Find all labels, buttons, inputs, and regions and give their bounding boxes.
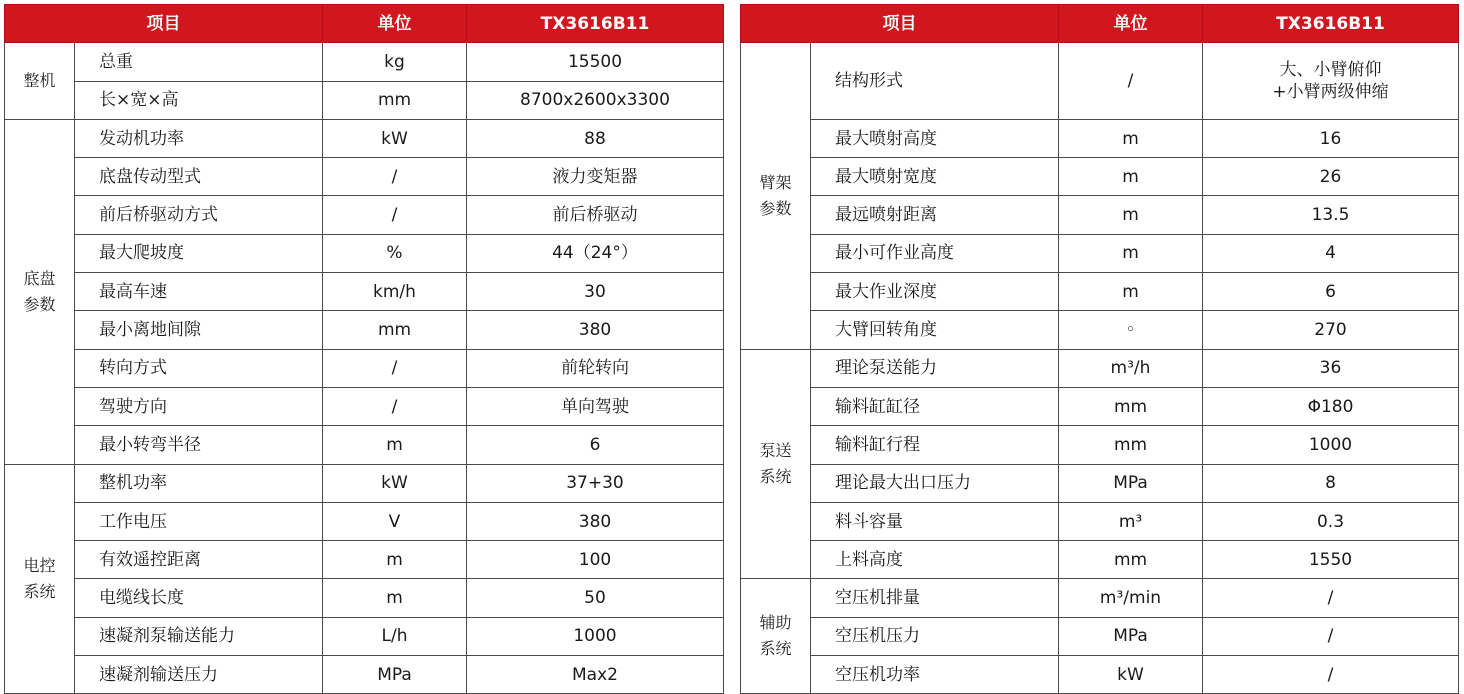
table-row <box>741 119 1459 157</box>
spec-value-cell: Max2 <box>467 656 724 694</box>
spec-unit-cell: / <box>323 158 467 196</box>
spec-unit-cell: m <box>323 579 467 617</box>
spec-value-cell: Φ180 <box>1203 387 1459 425</box>
spec-unit-cell: V <box>323 502 467 540</box>
table-row <box>741 617 1459 655</box>
spec-value-cell: 13.5 <box>1203 196 1459 234</box>
spec-value-cell: 37+30 <box>467 464 724 502</box>
spec-value-cell: 88 <box>467 119 724 157</box>
table-row <box>5 311 724 349</box>
header-unit: 单位 <box>1059 5 1203 43</box>
table-row <box>741 234 1459 272</box>
spec-item-cell: 输料缸行程 <box>811 426 1059 464</box>
table-row <box>741 387 1459 425</box>
table-row <box>741 541 1459 579</box>
table-row <box>5 234 724 272</box>
spec-item-cell: 总重 <box>75 43 323 81</box>
right-table-body <box>741 43 1459 694</box>
table-row <box>741 158 1459 196</box>
spec-unit-cell: mm <box>323 311 467 349</box>
right-spec-table <box>740 4 1459 694</box>
table-row <box>741 273 1459 311</box>
group-label <box>5 119 75 464</box>
spec-unit-cell: m³/min <box>1059 579 1203 617</box>
left-header-row <box>5 5 724 43</box>
table-row <box>5 502 724 540</box>
spec-unit-cell: mm <box>1059 426 1203 464</box>
table-row <box>5 387 724 425</box>
spec-unit-cell: m <box>1059 119 1203 157</box>
spec-item-cell: 料斗容量 <box>811 502 1059 540</box>
group-label-line: 电控 <box>23 555 56 575</box>
spec-item-cell: 最小转弯半径 <box>75 426 323 464</box>
spec-unit-cell: kg <box>323 43 467 81</box>
table-row <box>5 158 724 196</box>
group-label <box>5 464 75 694</box>
spec-value-cell: 前后桥驱动 <box>467 196 724 234</box>
spec-item-cell: 大臂回转角度 <box>811 311 1059 349</box>
spec-unit-cell: ◦ <box>1059 311 1203 349</box>
spec-unit-cell: kW <box>323 464 467 502</box>
header-item: 项目 <box>5 5 323 43</box>
spec-item-cell: 底盘传动型式 <box>75 158 323 196</box>
left-table-body <box>5 43 724 694</box>
spec-item-cell: 理论泵送能力 <box>811 349 1059 387</box>
spec-value-cell: 26 <box>1203 158 1459 196</box>
spec-item-cell: 最大爬坡度 <box>75 234 323 272</box>
spec-value-cell: 6 <box>1203 273 1459 311</box>
spec-value-cell: 270 <box>1203 311 1459 349</box>
table-row <box>741 656 1459 694</box>
table-row <box>741 349 1459 387</box>
table-row <box>741 426 1459 464</box>
group-label-line: 臂架 <box>759 172 792 192</box>
spec-unit-cell: m <box>1059 196 1203 234</box>
spec-item-cell: 电缆线长度 <box>75 579 323 617</box>
table-row <box>5 273 724 311</box>
group-label-line: 整机 <box>23 71 56 91</box>
spec-value-cell: 380 <box>467 311 724 349</box>
spec-value-cell: / <box>1203 617 1459 655</box>
spec-item-cell: 最大喷射高度 <box>811 119 1059 157</box>
spec-item-cell: 有效遥控距离 <box>75 541 323 579</box>
spec-value-cell: 0.3 <box>1203 502 1459 540</box>
spec-value-cell: 6 <box>467 426 724 464</box>
spec-value-cell: 30 <box>467 273 724 311</box>
spec-item-cell: 空压机压力 <box>811 617 1059 655</box>
spec-item-cell: 最大喷射宽度 <box>811 158 1059 196</box>
spec-value-cell: 100 <box>467 541 724 579</box>
spec-value-cell: 1000 <box>467 617 724 655</box>
table-row <box>5 541 724 579</box>
group-label <box>5 43 75 120</box>
spec-unit-cell: / <box>1059 43 1203 120</box>
spec-unit-cell: m <box>1059 158 1203 196</box>
group-label-line: 系统 <box>759 639 792 659</box>
spec-value-cell: 1000 <box>1203 426 1459 464</box>
spec-item-cell: 最高车速 <box>75 273 323 311</box>
group-label <box>741 579 811 694</box>
spec-unit-cell: mm <box>323 81 467 119</box>
spec-item-cell: 空压机功率 <box>811 656 1059 694</box>
table-row <box>741 311 1459 349</box>
table-row <box>5 656 724 694</box>
spec-unit-cell: MPa <box>1059 617 1203 655</box>
header-item: 项目 <box>741 5 1059 43</box>
spec-item-cell: 最远喷射距离 <box>811 196 1059 234</box>
spec-value-line: 大、小臂俯仰 <box>1279 60 1382 81</box>
spec-value-cell: 液力变矩器 <box>467 158 724 196</box>
table-row <box>741 196 1459 234</box>
spec-item-cell: 结构形式 <box>811 43 1059 120</box>
spec-value-cell: 8700x2600x3300 <box>467 81 724 119</box>
spec-value-cell: 8 <box>1203 464 1459 502</box>
group-label-line: 参数 <box>23 294 56 314</box>
spec-value-cell: 36 <box>1203 349 1459 387</box>
spec-unit-cell: km/h <box>323 273 467 311</box>
group-label-line: 参数 <box>759 198 792 218</box>
group-label-line: 系统 <box>759 467 792 487</box>
spec-item-cell: 理论最大出口压力 <box>811 464 1059 502</box>
table-row <box>741 43 1459 120</box>
group-label-line: 辅助 <box>759 613 792 633</box>
group-label <box>741 43 811 349</box>
spec-unit-cell: kW <box>323 119 467 157</box>
table-row <box>741 502 1459 540</box>
spec-item-cell: 发动机功率 <box>75 119 323 157</box>
spec-item-cell: 工作电压 <box>75 502 323 540</box>
spec-item-cell: 最大作业深度 <box>811 273 1059 311</box>
left-spec-table <box>4 4 724 694</box>
table-row <box>5 349 724 387</box>
spec-unit-cell: m³ <box>1059 502 1203 540</box>
header-unit: 单位 <box>323 5 467 43</box>
spec-value-cell: 单向驾驶 <box>467 387 724 425</box>
spec-value-cell: 1550 <box>1203 541 1459 579</box>
spec-unit-cell: L/h <box>323 617 467 655</box>
spec-item-cell: 空压机排量 <box>811 579 1059 617</box>
table-row <box>5 617 724 655</box>
table-row <box>5 119 724 157</box>
spec-value-cell: 50 <box>467 579 724 617</box>
header-model: TX3616B11 <box>467 5 724 43</box>
spec-unit-cell: / <box>323 196 467 234</box>
spec-item-cell: 速凝剂泵输送能力 <box>75 617 323 655</box>
spec-unit-cell: % <box>323 234 467 272</box>
group-label-line: 泵送 <box>759 441 792 461</box>
group-label-line: 底盘 <box>23 268 56 288</box>
spec-value-line: +小臂两级伸缩 <box>1272 82 1389 103</box>
spec-unit-cell: / <box>323 349 467 387</box>
spec-item-cell: 驾驶方向 <box>75 387 323 425</box>
spec-unit-cell: m³/h <box>1059 349 1203 387</box>
spec-unit-cell: mm <box>1059 541 1203 579</box>
spec-item-cell: 最小离地间隙 <box>75 311 323 349</box>
spec-item-cell: 转向方式 <box>75 349 323 387</box>
group-label <box>741 349 811 579</box>
spec-value-cell: 16 <box>1203 119 1459 157</box>
spec-item-cell: 上料高度 <box>811 541 1059 579</box>
table-row <box>5 426 724 464</box>
spec-item-cell: 整机功率 <box>75 464 323 502</box>
spec-unit-cell: MPa <box>1059 464 1203 502</box>
spec-value-cell: 44（24°） <box>467 234 724 272</box>
header-model: TX3616B11 <box>1203 5 1459 43</box>
spec-unit-cell: m <box>1059 234 1203 272</box>
table-row <box>5 464 724 502</box>
table-row <box>741 579 1459 617</box>
spec-unit-cell: / <box>323 387 467 425</box>
spec-unit-cell: m <box>1059 273 1203 311</box>
spec-unit-cell: MPa <box>323 656 467 694</box>
table-row <box>5 196 724 234</box>
spec-item-cell: 前后桥驱动方式 <box>75 196 323 234</box>
spec-item-cell: 速凝剂输送压力 <box>75 656 323 694</box>
spec-value-cell: 前轮转向 <box>467 349 724 387</box>
spec-value-cell: / <box>1203 579 1459 617</box>
table-row <box>5 43 724 81</box>
spec-value-cell: 4 <box>1203 234 1459 272</box>
spec-value-cell <box>1203 43 1459 120</box>
table-row <box>5 81 724 119</box>
spec-unit-cell: m <box>323 426 467 464</box>
table-row <box>741 464 1459 502</box>
spec-item-cell: 长×宽×高 <box>75 81 323 119</box>
spec-value-cell: 380 <box>467 502 724 540</box>
spec-unit-cell: m <box>323 541 467 579</box>
spec-value-cell: / <box>1203 656 1459 694</box>
spec-item-cell: 输料缸缸径 <box>811 387 1059 425</box>
spec-value-cell: 15500 <box>467 43 724 81</box>
right-header-row <box>741 5 1459 43</box>
spec-unit-cell: kW <box>1059 656 1203 694</box>
spec-unit-cell: mm <box>1059 387 1203 425</box>
group-label-line: 系统 <box>23 581 56 601</box>
table-row <box>5 579 724 617</box>
spec-item-cell: 最小可作业高度 <box>811 234 1059 272</box>
